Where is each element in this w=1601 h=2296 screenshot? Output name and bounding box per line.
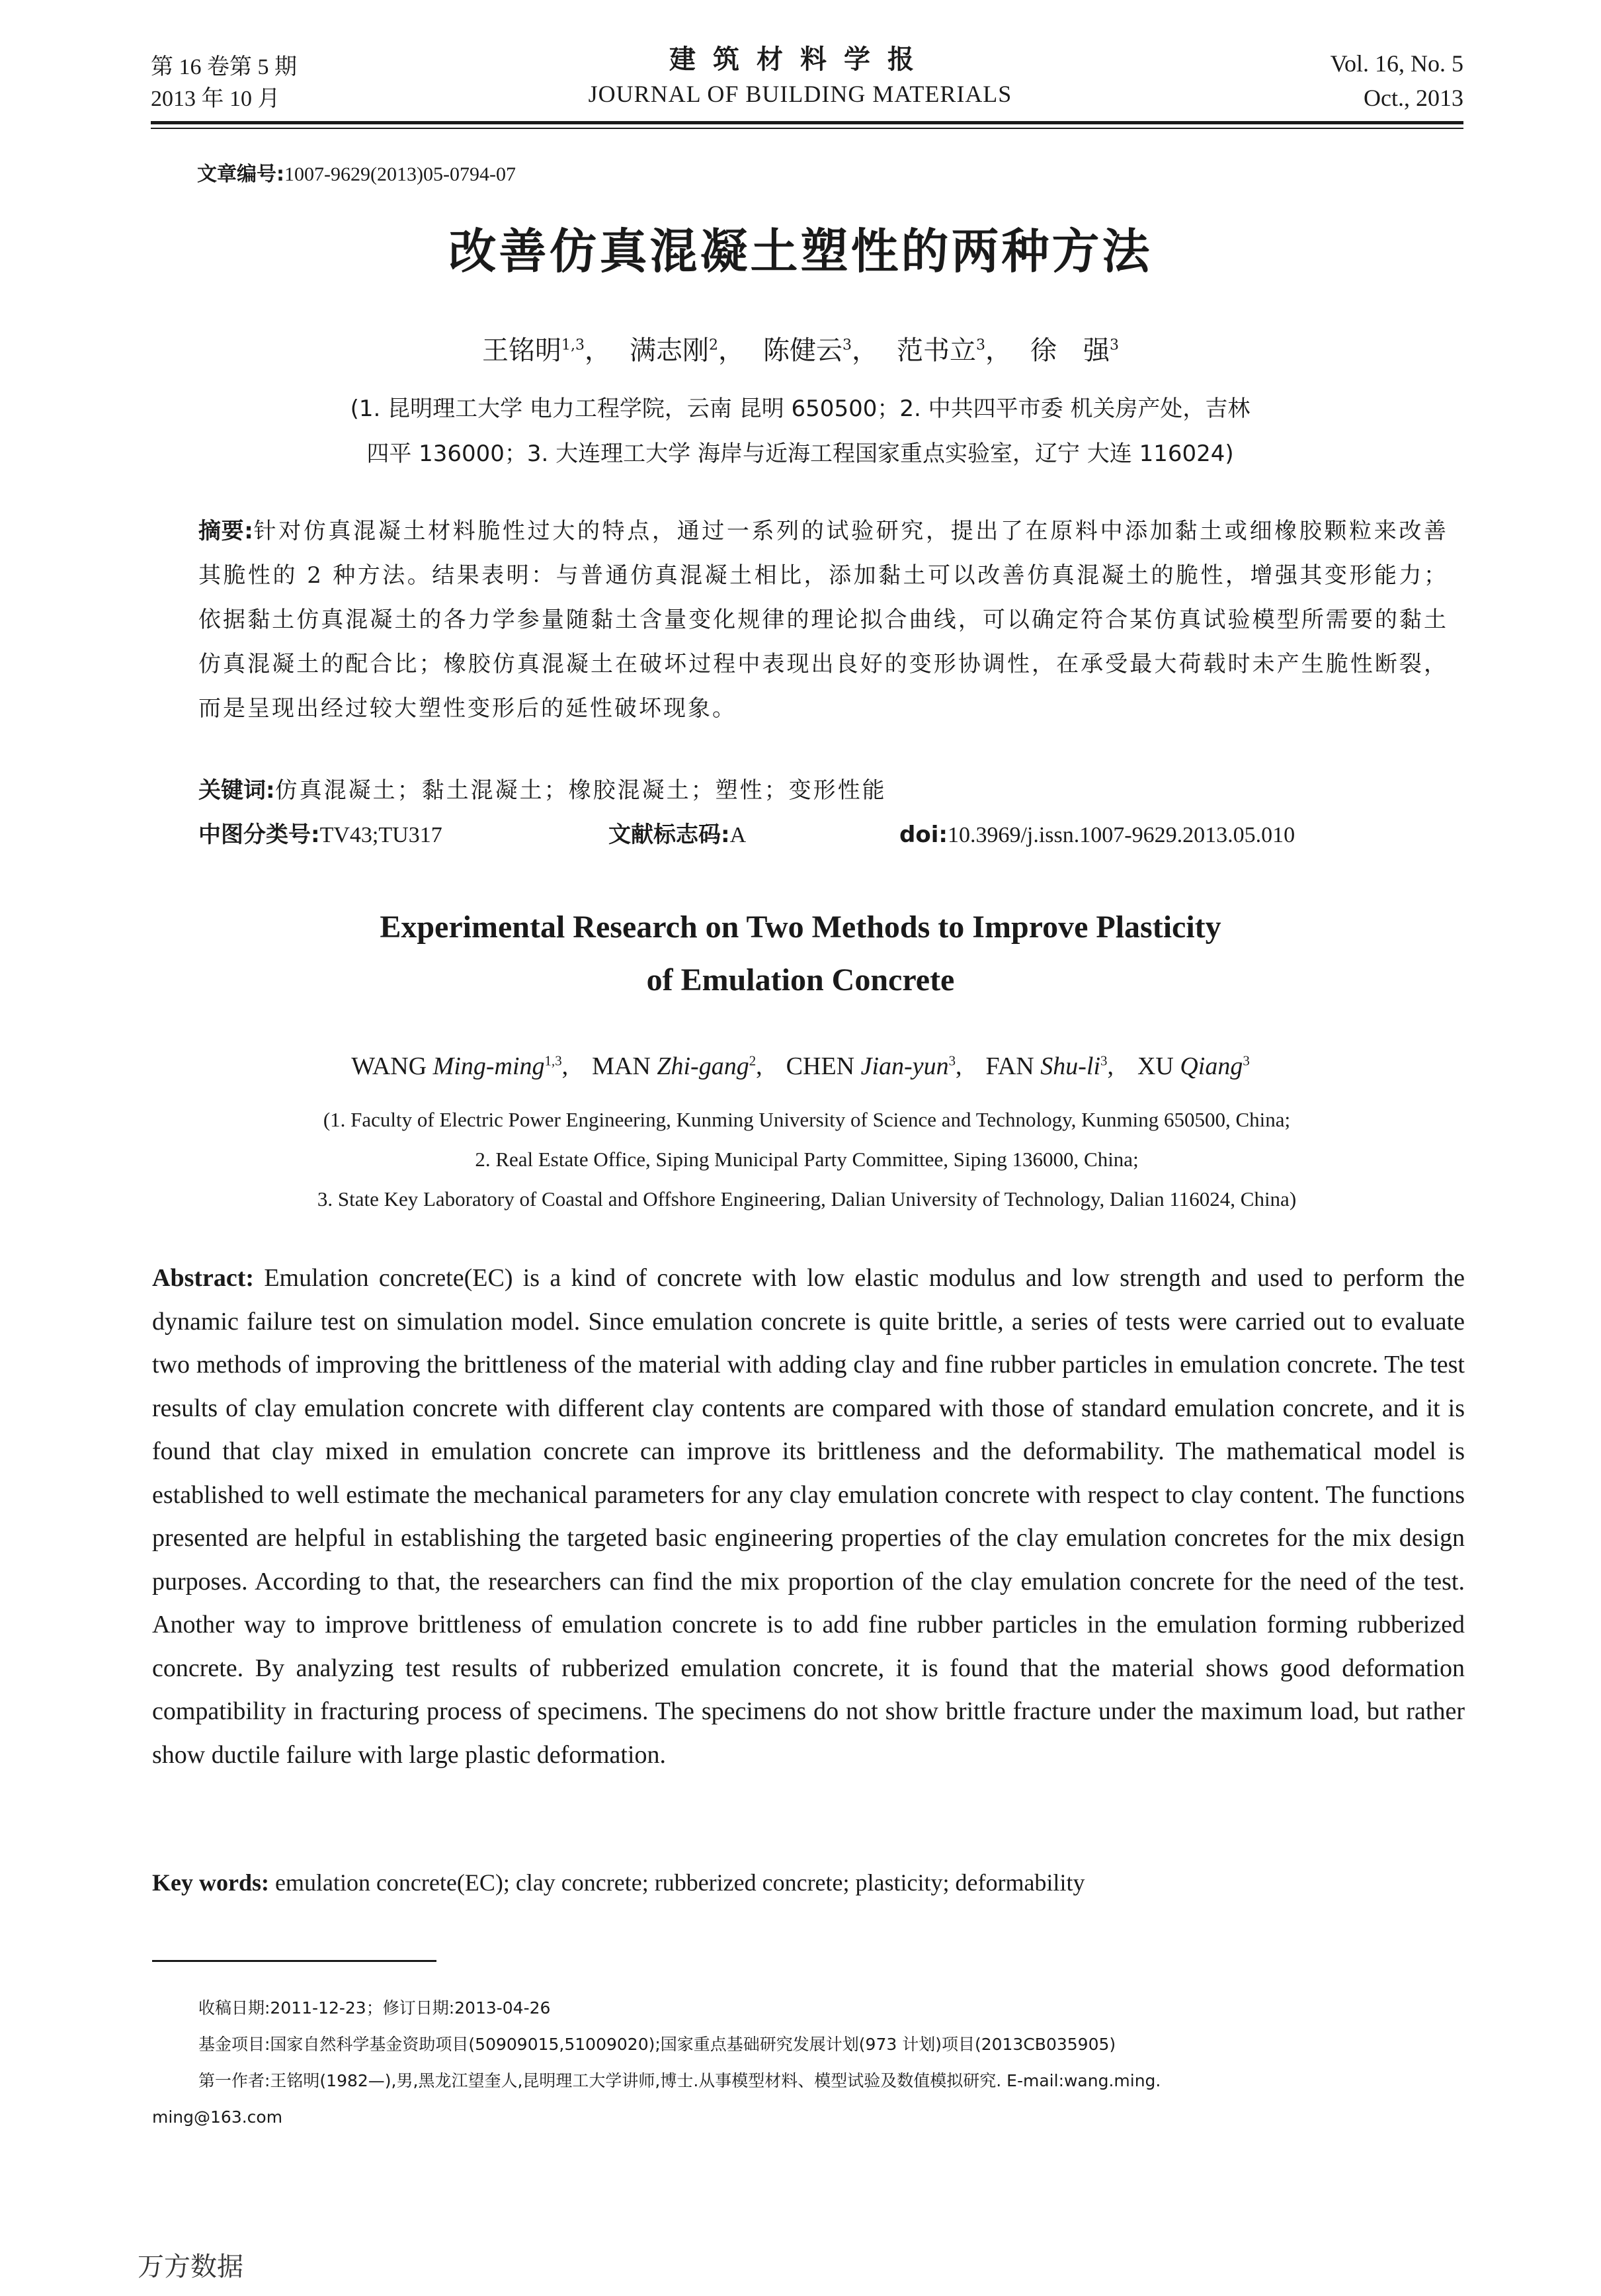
affiliation-marker: 3: [1110, 337, 1119, 354]
author-name: 范书立: [897, 335, 976, 366]
author-cn: [763, 335, 878, 366]
affiliations-en: [145, 1100, 1468, 1219]
affiliation-line: 3. State Key Laboratory of Coastal and Offshore Engineering, Dalian University of Technology, Dalian 116024, China): [317, 1187, 1297, 1211]
doi-value[interactable]: 10.3969/j.issn.1007-9629.2013.05.010: [947, 823, 1295, 847]
footnote-funding: 基金项目:国家自然科学基金资助项目(50909015,51009020);国家重点基础研究发展计划(973 计划)项目(2013CB035905): [198, 2035, 1116, 2054]
affiliation-marker: 2: [749, 1052, 757, 1069]
keywords-cn: [198, 772, 887, 804]
author-list-cn: [0, 329, 1601, 367]
keywords-cn-label: 关键词:: [198, 777, 275, 804]
header-rule-thin: [151, 128, 1463, 129]
author-name: 徐 强: [1030, 335, 1110, 366]
author-given-name: Zhi-gang: [657, 1052, 749, 1080]
abstract-en-text: Emulation concrete(EC) is a kind of concrete with low elastic modulus and low strength and used to perform the dynamic failure test on simulation model. Since emulation concrete is quite brittle, a series of tests were carried out to evaluate two methods of improving the brittleness of the material with adding clay and fine rubber particles in emulation concrete. The test results of clay emulation concrete with different clay contents are compared with those of standard emulation concrete, and it is found that clay mixed in emulation concrete can improve its brittleness and the deformability. The mathematical model is established to well estimate the mechanical parameters for any clay emulation concrete with respect to clay content. The functions presented are helpful in establishing the targeted basic engineering properties of the clay emulation concretes for the mix design purposes. According to that, the researchers can find the mix proportion of the clay emulation concrete for the need of the test. Another way to improve brittleness of emulation concrete is to add fine rubber particles in the emulation forming rubberized concrete. By analyzing test results of rubberized emulation concrete, it is found that the material shows good deformation compatibility in fracturing process of specimens. The specimens do not show brittle fracture under the maximum load, but rather show ductile failure with large plastic deformation.: [152, 1264, 1465, 1769]
abstract-cn-text: 针对仿真混凝土材料脆性过大的特点，通过一系列的试验研究，提出了在原料中添加黏土或细橡胶颗粒来改善其脆性的 2 种方法。结果表明：与普通仿真混凝土相比，添加黏土可以改善仿真混凝土的脆性，增强其变形能力；依据黏土仿真混凝土的各力学参量随黏土含量变化规律的理论拟合曲线，可以确定符合某仿真试验模型所需要的黏土仿真混凝土的配合比；橡胶仿真混凝土在破坏过程中表现出良好的变形协调性，在承受最大荷载时未产生脆性断裂，而是呈现出经过较大塑性变形后的延性破坏现象。: [198, 518, 1448, 722]
affiliation-marker: 1,3: [544, 1052, 562, 1069]
footnote-email-cont[interactable]: ming@163.com: [152, 2107, 283, 2127]
footnote-rule: [152, 1960, 436, 1962]
paper-title-en: [0, 901, 1601, 1007]
affiliation-marker: 3: [1100, 1052, 1108, 1069]
affiliation-marker: 3: [976, 337, 985, 354]
author-cn: [1030, 335, 1119, 366]
paper-title-en-line1: Experimental Research on Two Methods to Improve Plasticity: [380, 910, 1221, 945]
affiliation-marker: 3: [842, 337, 852, 354]
author-en: [592, 1052, 762, 1080]
article-number-label: 文章编号:: [197, 163, 284, 186]
author-family-name: WANG: [351, 1052, 427, 1080]
abstract-en-label: Abstract:: [152, 1264, 255, 1292]
affiliation-line: 四平 136000；3. 大连理工大学 海岸与近海工程国家重点实验室，辽宁 大连 116024): [366, 441, 1234, 467]
affiliation-line: (1. Faculty of Electric Power Engineering, Kunming University of Science and Technology, Kunming 650500, China;: [323, 1108, 1291, 1131]
keywords-cn-text: 仿真混凝土；黏土混凝土；橡胶混凝土；塑性；变形性能: [274, 777, 887, 804]
date-cn: 2013 年 10 月: [151, 87, 280, 111]
author-en: [786, 1052, 962, 1080]
abstract-cn-label: 摘要:: [198, 518, 253, 544]
journal-name-en: JOURNAL OF BUILDING MATERIALS: [588, 81, 1012, 107]
author-name: 王铭明: [482, 335, 561, 366]
author-separator: ,: [561, 1052, 569, 1080]
author-separator: ，: [985, 335, 1012, 366]
author-separator: ,: [1107, 1052, 1114, 1080]
footnote-received: 收稿日期:2011-12-23；修订日期:2013-04-26: [198, 1998, 551, 2018]
affiliations-cn: [198, 386, 1402, 476]
author-given-name: Ming-ming: [432, 1052, 545, 1080]
affiliation-line: 2. Real Estate Office, Siping Municipal Party Committee, Siping 136000, China;: [475, 1148, 1139, 1171]
abstract-en: [152, 1257, 1465, 1777]
author-en: [1137, 1052, 1250, 1080]
article-number-value: 1007-9629(2013)05-0794-07: [284, 163, 516, 185]
author-family-name: CHEN: [786, 1052, 855, 1080]
affiliation-marker: 2: [709, 337, 718, 354]
journal-name: [463, 41, 1137, 110]
author-cn: [482, 335, 611, 366]
author-given-name: Qiang: [1180, 1052, 1243, 1080]
volume-issue-en: Vol. 16, No. 5: [1330, 50, 1463, 77]
classification-line: [198, 816, 1455, 849]
author-separator: ,: [756, 1052, 762, 1080]
journal-name-cn: 建筑材料学报: [669, 44, 931, 75]
author-given-name: Jian-yun: [860, 1052, 949, 1080]
author-given-name: Shu-li: [1040, 1052, 1101, 1080]
author-separator: ，: [585, 335, 611, 366]
keywords-en-text: emulation concrete(EC); clay concrete; rubberized concrete; plasticity; deformability: [274, 1869, 1085, 1896]
author-family-name: XU: [1137, 1052, 1174, 1080]
keywords-en-label: Key words:: [152, 1869, 269, 1896]
date-en: Oct., 2013: [1364, 85, 1463, 111]
author-en: [351, 1052, 568, 1080]
doc-code-value: A: [729, 823, 747, 847]
paper-title-cn: 改善仿真混凝土塑性的两种方法: [448, 224, 1153, 279]
author-cn: [630, 335, 745, 366]
wanfang-watermark: 万方数据: [138, 2252, 243, 2282]
running-header-left: [151, 52, 297, 115]
author-en: [986, 1052, 1114, 1080]
clc-value: TV43;TU317: [319, 823, 442, 847]
article-number: [197, 157, 516, 187]
paper-title-en-line2: of Emulation Concrete: [646, 962, 955, 998]
header-rule-thick: [151, 121, 1463, 124]
abstract-cn: [198, 509, 1448, 731]
footnotes: [152, 1990, 1468, 2135]
author-family-name: MAN: [592, 1052, 651, 1080]
clc-label: 中图分类号:: [198, 822, 320, 848]
footnote-first-author: 第一作者:王铭明(1982—),男,黑龙江望奎人,昆明理工大学讲师,博士.从事模型材料、模型试验及数值模拟研究. E-mail:wang.ming.: [198, 2071, 1161, 2090]
volume-issue-cn: 第 16 卷第 5 期: [151, 55, 297, 79]
author-name: 陈健云: [763, 335, 842, 366]
keywords-en: [152, 1869, 1085, 1896]
affiliation-line: (1. 昆明理工大学 电力工程学院，云南 昆明 650500；2. 中共四平市委 机关房产处，吉林: [350, 396, 1251, 422]
author-separator: ，: [852, 335, 878, 366]
affiliation-marker: 3: [1243, 1052, 1250, 1069]
author-name: 满志刚: [630, 335, 709, 366]
doi-label: doi:: [899, 822, 948, 848]
author-list-en: [0, 1052, 1601, 1081]
author-separator: ，: [718, 335, 745, 366]
doc-code-label: 文献标志码:: [608, 822, 730, 848]
author-cn: [897, 335, 1012, 366]
author-family-name: FAN: [985, 1052, 1034, 1080]
author-separator: ,: [956, 1052, 962, 1080]
running-header-right: [1331, 46, 1463, 115]
affiliation-marker: 1,3: [561, 337, 585, 354]
affiliation-marker: 3: [948, 1052, 956, 1069]
